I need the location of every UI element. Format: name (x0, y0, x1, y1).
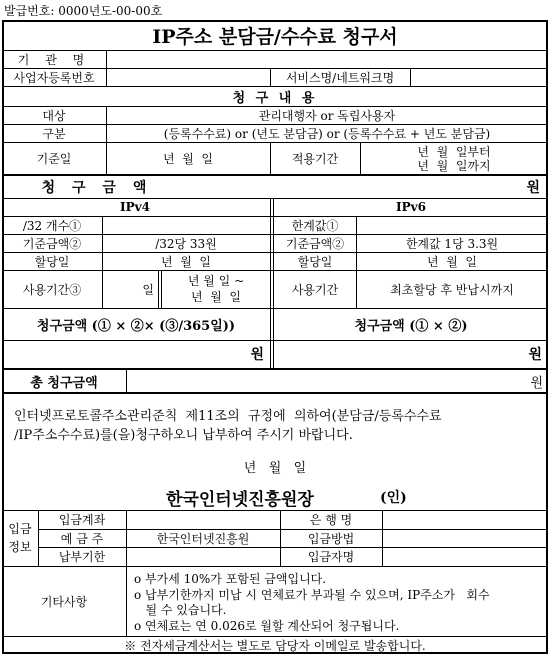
due-field[interactable] (127, 548, 279, 566)
ipv4-period-days[interactable]: 일 (142, 282, 154, 297)
notice-line-2: /IP주소수수료)를(을)청구하오니 납부하여 주시기 바랍니다. (14, 427, 353, 443)
ipv4-base-label: 기준금액② (22, 236, 82, 251)
payment-label-1: 입금 (8, 521, 32, 536)
method-field[interactable] (383, 530, 547, 547)
payer-label: 입금자명 (307, 550, 355, 564)
document-number: 발급번호: 0000년도-00-00호 (4, 3, 163, 18)
ipv6-period-label: 사용기간 (291, 282, 339, 297)
ipv4-period-label: 사용기간③ (22, 282, 82, 297)
ipv6-count-field[interactable] (357, 217, 547, 234)
footer-note: ※ 전자세금계산서는 별도로 담당자 이메일로 발송합니다. (124, 638, 426, 653)
payment-label-2: 정보 (8, 539, 32, 554)
ipv6-base-value: 한계값 1당 3.3원 (405, 236, 499, 251)
issuer-name: 한국인터넷진흥원장 (166, 489, 314, 510)
ipv6-date-value[interactable]: 년 월 일 (426, 254, 478, 269)
bank-field[interactable] (383, 511, 547, 529)
form-title: IP주소 분담금/수수료 청구서 (152, 25, 398, 48)
holder-label: 예 금 주 (60, 531, 104, 546)
due-label: 납부기한 (58, 550, 106, 564)
category-label: 구분 (42, 126, 66, 141)
amount-won: 원 (526, 180, 540, 196)
period-label: 적용기간 (291, 151, 339, 166)
period-to[interactable]: 년 월 일까지 (417, 158, 491, 173)
service-label: 서비스명/네트워크명 (285, 70, 395, 85)
ipv6-period-value: 최초할당 후 반납시까지 (390, 282, 514, 297)
method-label: 입금방법 (307, 531, 355, 546)
target-label: 대상 (42, 108, 66, 123)
ipv4-count-field[interactable] (103, 217, 269, 234)
account-field[interactable] (127, 511, 279, 529)
bank-label: 은 행 명 (309, 513, 353, 527)
note-item: o 부가세 10%가 포함된 금액입니다. (134, 571, 327, 586)
issuer-seal: (인) (380, 490, 407, 506)
ipv6-count-label: 한계값① (291, 218, 339, 233)
base-date-value[interactable]: 년 월 일 (162, 151, 214, 166)
ipv4-header: IPv4 (120, 200, 150, 214)
ipv4-count-label: /32 개수① (22, 218, 82, 233)
claim-section-header: 청 구 내 용 (232, 90, 318, 106)
ipv4-formula: 청구금액 (① × ②× (③/365일)) (36, 318, 236, 334)
ipv6-header: IPv6 (396, 200, 426, 214)
total-label: 총 청구금액 (30, 375, 98, 391)
category-value: (등록수수료) or (년도 분담금) or (등록수수료 + 년도 분담금) (163, 126, 491, 141)
ipv4-date-label: 할당일 (34, 254, 70, 269)
period-from[interactable]: 년 월 일부터 (417, 144, 491, 159)
account-label: 입금계좌 (58, 513, 106, 527)
amount-label: 청 구 금 액 (41, 180, 153, 196)
ipv4-period-to[interactable]: 년 월 일 (190, 290, 242, 304)
ipv4-base-value: /32당 33원 (155, 236, 217, 251)
target-value: 관리대행자 or 독립사용자 (258, 108, 396, 123)
org-label: 기 관 명 (17, 52, 91, 67)
ipv6-subtotal-won: 원 (528, 347, 542, 363)
note-item: o 연체료는 연 0.026로 월할 계산되어 청구됩니다. (134, 618, 400, 633)
reg-number-field[interactable] (107, 69, 269, 86)
ipv4-subtotal-won: 원 (250, 347, 264, 363)
ipv6-base-label: 기준금액② (285, 236, 345, 251)
reg-number-label: 사업자등록번호 (13, 70, 95, 85)
total-won: 원 (530, 375, 543, 391)
note-item: o 납부기한까지 미납 시 연체료가 부과될 수 있으며, IP주소가 회수 (134, 587, 490, 602)
payer-field[interactable] (383, 548, 547, 566)
ipv6-date-label: 할당일 (297, 254, 333, 269)
base-date-label: 기준일 (36, 151, 72, 166)
ipv4-period-from[interactable]: 년 월 일 ~ (187, 274, 245, 288)
holder-value: 한국인터넷진흥원 (156, 531, 250, 546)
ipv6-formula: 청구금액 (① × ②) (354, 318, 468, 334)
note-item: 될 수 있습니다. (134, 602, 227, 617)
other-label: 기타사항 (40, 594, 88, 609)
notice-line-1: 인터넷프로토콜주소관리준칙 제11조의 규정에 의하여(분담금/등록수수료 (14, 408, 442, 424)
notice-date: 년 월 일 (243, 460, 307, 476)
org-field[interactable] (107, 51, 547, 68)
service-field[interactable] (411, 69, 547, 86)
ipv4-date-value[interactable]: 년 월 일 (160, 254, 212, 269)
